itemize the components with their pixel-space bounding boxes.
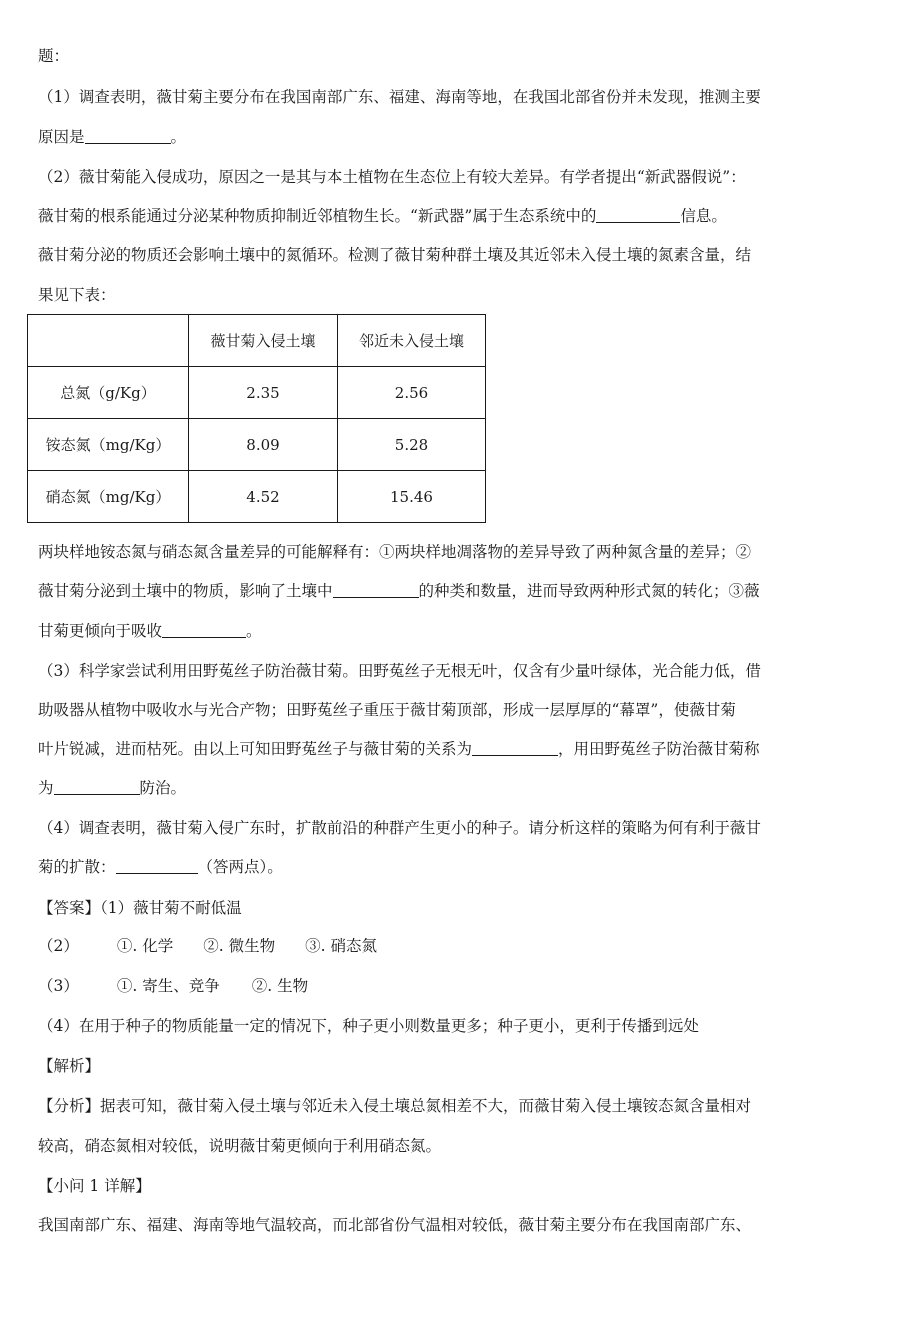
- answer-blank: [162, 621, 246, 638]
- question-1-text-cont: [38, 126, 186, 148]
- analysis-text-cont: 较高，硝态氮相对较低，说明薇甘菊更倾向于利用硝态氮。: [38, 1137, 442, 1155]
- table-row: [28, 367, 486, 419]
- table-cell: 2.35: [189, 367, 338, 419]
- text-span: ②. 微生物: [203, 937, 276, 955]
- text-span: 原因是: [38, 128, 85, 146]
- answer-blank: [596, 206, 680, 223]
- text-span: （3）: [38, 977, 79, 995]
- answer-blank: [333, 581, 419, 598]
- table-cell: 8.09: [189, 419, 338, 471]
- text-span: 。: [170, 128, 187, 146]
- nitrogen-table: [27, 314, 486, 523]
- table-cell: 2.56: [338, 367, 486, 419]
- table-row-label: 铵态氮（mg/Kg）: [28, 419, 189, 471]
- text-line: [38, 580, 760, 602]
- text-span: 防治。: [139, 779, 187, 797]
- text-line: 两块样地铵态氮与硝态氮含量差异的可能解释有：①两块样地凋落物的差异导致了两种氮含量的差异；②: [38, 543, 752, 561]
- question-1-text: （1）调查表明，薇甘菊主要分布在我国南部广东、福建、海南等地，在我国北部省份并未发现，推测主要: [38, 88, 761, 106]
- answer-3-row: [38, 975, 308, 997]
- analysis-text: 【分析】据表可知，薇甘菊入侵土壤与邻近未入侵土壤总氮相差不大，而薇甘菊入侵土壤铵态氮含量相对: [38, 1097, 752, 1115]
- text-span: ①. 寄生、竞争: [116, 977, 220, 995]
- question-2-text-cont: [38, 205, 727, 227]
- answer-blank: [85, 127, 171, 144]
- answer-2-row: [38, 935, 377, 957]
- text-span: （答两点）。: [197, 858, 283, 876]
- table-header-row: [28, 315, 486, 367]
- answer-blank: [472, 739, 558, 756]
- text-span: 的种类和数量，进而导致两种形式氮的转化；③薇: [418, 582, 760, 600]
- question-3-text: （3）科学家尝试利用田野菟丝子防治薇甘菊。田野菟丝子无根无叶，仅含有少量叶绿体，光合能力低，借: [38, 662, 761, 680]
- text-span: ①. 化学: [116, 937, 174, 955]
- table-row: [28, 419, 486, 471]
- table-row: [28, 471, 486, 523]
- table-cell: 4.52: [189, 471, 338, 523]
- text-span: 薇甘菊的根系能通过分泌某种物质抑制近邻植物生长。“新武器”属于生态系统中的: [38, 207, 597, 225]
- table-row-label: 硝态氮（mg/Kg）: [28, 471, 189, 523]
- text-span: 甘菊更倾向于吸收: [38, 622, 163, 640]
- text-line: 助吸器从植物中吸收水与光合产物；田野菟丝子重压于薇甘菊顶部，形成一层厚厚的“幕罩”，使薇甘菊: [38, 701, 736, 719]
- table-header-cell: 邻近未入侵土壤: [338, 315, 486, 367]
- sub-question-1-heading: 【小问 1 详解】: [38, 1177, 151, 1195]
- text-span: ，用田野菟丝子防治薇甘菊称: [558, 740, 760, 758]
- answer-blank: [54, 778, 140, 795]
- table-cell: 5.28: [338, 419, 486, 471]
- table-cell: 15.46: [338, 471, 486, 523]
- text-line: [38, 856, 283, 878]
- analysis-heading: 【解析】: [38, 1057, 101, 1075]
- question-4-text: （4）调查表明，薇甘菊入侵广东时，扩散前沿的种群产生更小的种子。请分析这样的策略为何有利于薇甘: [38, 819, 761, 837]
- question-2-text: （2）薇甘菊能入侵成功，原因之一是其与本土植物在生态位上有较大差异。有学者提出“新武器假说”：: [38, 168, 746, 186]
- table-header-cell: [28, 315, 189, 367]
- table-header-cell: 薇甘菊入侵土壤: [189, 315, 338, 367]
- table-row-label: 总氮（g/Kg）: [28, 367, 189, 419]
- text-line: 题：: [38, 47, 70, 65]
- text-span: 菊的扩散：: [38, 858, 116, 876]
- text-line: [38, 620, 262, 642]
- answer-heading: 【答案】（1）薇甘菊不耐低温: [38, 899, 242, 917]
- answer-4-row: （4）在用于种子的物质能量一定的情况下，种子更小则数量更多；种子更小，更利于传播到远处: [38, 1017, 699, 1035]
- text-span: 为: [38, 779, 54, 797]
- explanation-text: 我国南部广东、福建、海南等地气温较高，而北部省份气温相对较低，薇甘菊主要分布在我国南部广东、: [38, 1216, 752, 1234]
- text-line: 果见下表：: [38, 286, 116, 304]
- text-span: 。: [246, 622, 262, 640]
- text-span: ③. 硝态氮: [305, 937, 377, 955]
- answer-blank: [116, 857, 198, 874]
- text-span: 信息。: [680, 207, 727, 225]
- text-span: 薇甘菊分泌到土壤中的物质，影响了土壤中: [38, 582, 333, 600]
- text-span: 叶片锐减，进而枯死。由以上可知田野菟丝子与薇甘菊的关系为: [38, 740, 473, 758]
- text-span: ②. 生物: [251, 977, 309, 995]
- text-span: （2）: [38, 937, 79, 955]
- text-line: [38, 777, 186, 799]
- text-line: [38, 738, 760, 760]
- text-line: 薇甘菊分泌的物质还会影响土壤中的氮循环。检测了薇甘菊种群土壤及其近邻未入侵土壤的氮素含量，结: [38, 246, 752, 264]
